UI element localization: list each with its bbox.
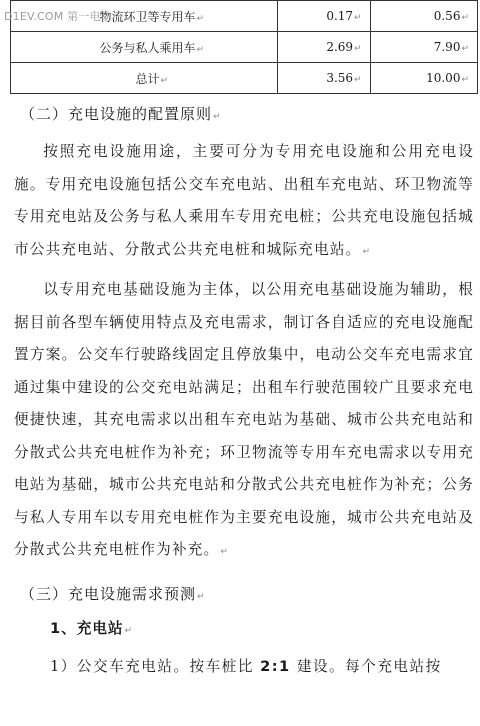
paragraph-mark-icon: ↵ <box>196 44 205 55</box>
paragraph-mark-icon: ↵ <box>461 44 469 54</box>
paragraph-mark-icon: ↵ <box>362 246 372 257</box>
table-cell-value: 0.56↵ <box>370 1 477 32</box>
paragraph-mark-icon: ↵ <box>354 75 362 85</box>
paragraph-mark-icon: ↵ <box>197 591 206 602</box>
paragraph-mark-icon: ↵ <box>354 44 362 54</box>
table-cell-name: 物流环卫等专用车↵ <box>11 1 278 32</box>
table-row <box>11 63 478 94</box>
paragraph-mark-icon: ↵ <box>461 75 469 85</box>
paragraph-mark-icon: ↵ <box>213 112 222 122</box>
watermark: D1EV.COM 第一电动 <box>4 10 112 23</box>
paragraph-mark-icon: ↵ <box>354 13 362 23</box>
paragraph-mark-icon: ↵ <box>461 13 469 23</box>
section-heading: （三）充电设施需求预测↵ <box>20 584 206 603</box>
paragraph-mark-icon: ↵ <box>220 547 230 557</box>
subsection-heading: 1、充电站↵ <box>50 619 134 637</box>
paragraph-mark-icon: ↵ <box>124 625 134 636</box>
document-body <box>14 101 474 680</box>
subsection-line: 1）公交车充电站。按车桩比 2:1 建设。每个充电站按 <box>50 657 442 675</box>
paragraph-mark-icon: ↵ <box>196 13 205 24</box>
table-cell-value: 0.17↵ <box>277 1 370 32</box>
paragraph-mark-icon: ↵ <box>160 75 169 86</box>
paragraph: 以专用充电基础设施为主体，以公用充电基础设施为辅助，根据目前各型车辆使用特点及充电需求，制订各自适应的充电设施配置方案。公交车行驶路线固定且停放集中，电动公交车充电需求宜通过集中建设的公交充电站满足；出租车行驶范围较广且要求充电便捷快速，其充电需求以出租车充电站为基础、城市公共充电站和分散式公共充电桩作为补充；环卫物流等专用车充电需求以专用充电站为基础，城市公共充电站和分散式公共充电桩作为补充；公务与私人专用车以专用充电桩作为主要充电设施，城市公共充电站及分散式公共充电桩作为补充。↵ <box>14 281 474 558</box>
table-cell-name: 公务与私人乘用车↵ <box>11 32 278 63</box>
table-cell-value: 10.00↵ <box>370 63 477 94</box>
table-cell-value: 7.90↵ <box>370 32 477 63</box>
section-heading: （二）充电设施的配置原则↵ <box>20 105 222 123</box>
table-cell-value: 3.56↵ <box>277 63 370 94</box>
paragraph: 按照充电设施用途，主要可分为专用充电设施和公用充电设施。专用充电设施包括公交车充电站、出租车充电站、环卫物流等专用充电站及公务与私人乘用车专用充电桩；公共充电设施包括城市公共充电站、分散式公共充电桩和城际充电站。↵ <box>14 143 474 258</box>
table-cell-value: 2.69↵ <box>277 32 370 63</box>
table-row <box>11 32 478 63</box>
table-cell-name: 总计↵ <box>11 63 278 94</box>
